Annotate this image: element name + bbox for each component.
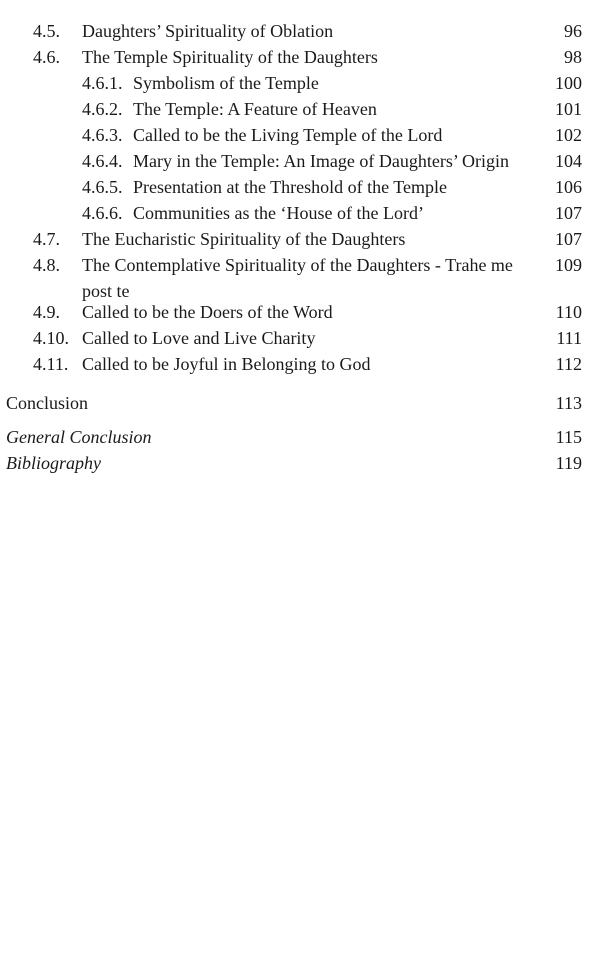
entry-title: Called to be the Doers of the Word [82,302,333,322]
entry-page: 106 [555,177,582,197]
entry-title: General Conclusion [6,427,152,447]
entry-page: 102 [555,125,582,145]
toc-entry-conclusion[interactable] [0,390,600,416]
entry-page: 101 [555,99,582,119]
toc-entry-4-6-2[interactable] [0,96,600,122]
toc-entry-4-6-5[interactable] [0,174,600,200]
entry-page: 119 [555,453,582,473]
toc-entry-4-6-6[interactable] [0,200,600,226]
entry-page: 100 [555,73,582,93]
entry-number: 4.6.4. [82,151,123,171]
entry-page: 96 [564,21,582,41]
entry-title: Conclusion [6,393,89,413]
toc-entry-4-6-3[interactable] [0,122,600,148]
entry-number: 4.6.5. [82,177,123,197]
entry-page: 109 [555,255,582,275]
entry-page: 107 [555,229,582,249]
entry-number: 4.5. [33,21,60,41]
entry-title: Daughters’ Spirituality of Oblation [82,21,334,41]
entry-number: 4.8. [33,255,60,275]
entry-number: 4.6. [33,47,60,67]
toc-entry-4-6-4[interactable] [0,148,600,174]
entry-title: The Temple: A Feature of Heaven [133,99,377,119]
entry-number: 4.11. [33,354,69,374]
toc-entry-general-conclusion[interactable] [0,424,600,450]
entry-title-line-1: The Contemplative Spirituality of the Daughters - Trahe me [82,255,513,275]
entry-page: 98 [564,47,582,67]
entry-page: 113 [555,393,582,413]
entry-title: Bibliography [6,453,101,473]
entry-title: Presentation at the Threshold of the Temple [133,177,447,197]
entry-page: 107 [555,203,582,223]
entry-page: 110 [555,302,582,322]
entry-page: 115 [555,427,582,447]
toc-entry-4-11[interactable] [0,351,600,377]
entry-page: 104 [555,151,582,171]
toc-entry-4-6-1[interactable] [0,70,600,96]
entry-number: 4.10. [33,328,69,348]
entry-page: 112 [555,354,582,374]
toc-entry-bibliography[interactable] [0,450,600,476]
entry-title: The Eucharistic Spirituality of the Daughters [82,229,406,249]
toc-entry-4-7[interactable] [0,226,600,252]
entry-number: 4.6.2. [82,99,123,119]
entry-title: Symbolism of the Temple [133,73,319,93]
entry-title: Called to be the Living Temple of the Lord [133,125,443,145]
toc-entry-4-10[interactable] [0,325,600,351]
toc-entry-4-9[interactable] [0,299,600,325]
toc-entry-4-5[interactable] [0,18,600,44]
toc-entry-4-8[interactable] [0,252,600,304]
toc-entry-4-6[interactable] [0,44,600,70]
entry-number: 4.9. [33,302,60,322]
entry-number: 4.6.3. [82,125,123,145]
entry-number: 4.6.6. [82,203,123,223]
entry-title: Called to Love and Live Charity [82,328,316,348]
entry-title: Mary in the Temple: An Image of Daughters’ Origin [133,151,509,171]
entry-title-line-2: post te [82,281,130,301]
entry-number: 4.6.1. [82,73,123,93]
entry-page: 111 [556,328,582,348]
entry-title: Called to be Joyful in Belonging to God [82,354,371,374]
entry-title: The Temple Spirituality of the Daughters [82,47,378,67]
entry-title: Communities as the ‘House of the Lord’ [133,203,424,223]
entry-number: 4.7. [33,229,60,249]
